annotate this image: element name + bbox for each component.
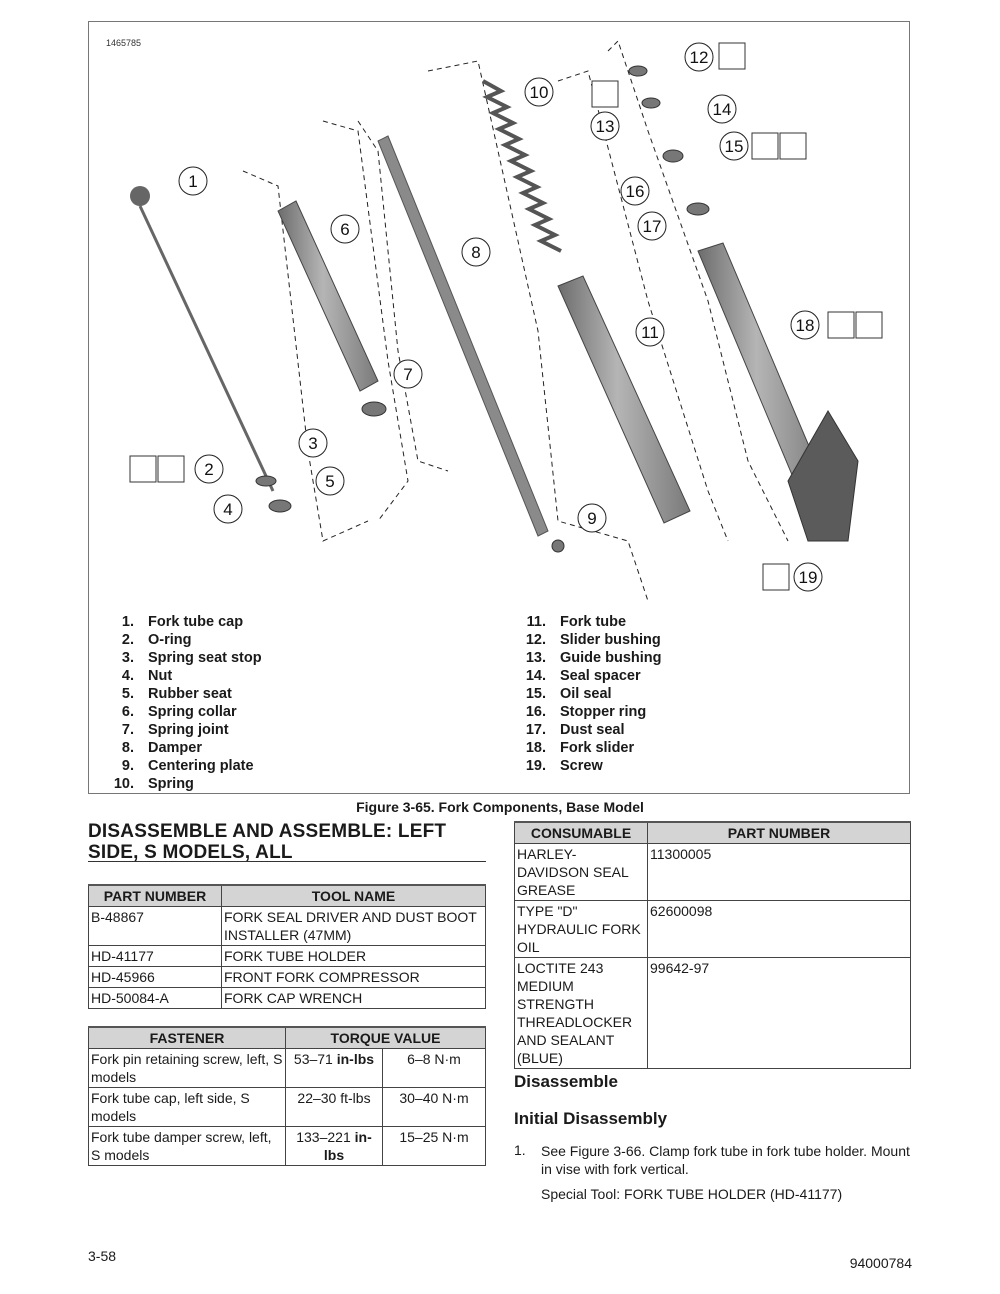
table-row: B-48867 FORK SEAL DRIVER AND DUST BOOT INSTALLER (47MM) [89,907,486,946]
figure-id: 1465785 [106,38,142,48]
heading-initial-disassembly: Initial Disassembly [514,1109,668,1128]
callout-12 [685,43,713,71]
legend-item: 7. Spring joint [121,722,229,738]
section-rule [88,861,486,862]
col-header-tool-name: TOOL NAME [222,885,486,907]
callout-10 [525,78,553,106]
svg-text:4: 4 [223,500,233,519]
col-header-torque-value: TORQUE VALUE [286,1027,486,1049]
section-title: DISASSEMBLE AND ASSEMBLE: LEFT SIDE, S MODELS, ALL [88,821,447,863]
table-row: HARLEY-DAVIDSON SEAL GREASE 11300005 [515,844,911,901]
legend-item: 3. Spring seat stop [121,650,262,666]
table-row: Fork tube cap, left side, S models 22–30 ft-lbs 30–40 N·m [89,1088,486,1127]
callout-13 [591,112,619,140]
special-tools-table [88,884,486,1009]
legend-item: 2. O-ring [121,632,192,648]
callout-11 [636,318,664,346]
svg-text:2: 2 [204,460,214,479]
torque-table [88,1026,486,1166]
callout-5 [316,467,344,495]
svg-text:14: 14 [712,100,732,119]
heading-disassemble: Disassemble [514,1072,618,1091]
table-row: HD-41177 FORK TUBE HOLDER [89,946,486,967]
callout-8 [462,238,490,266]
callout-2 [195,455,223,483]
legend-item: 19. Screw [525,758,603,774]
col-header-fastener: FASTENER [89,1027,286,1049]
step-number: 1. [514,1142,526,1158]
svg-text:17: 17 [642,217,662,236]
legend-item: 16. Stopper ring [525,704,647,720]
callout-16 [621,177,649,205]
consumables-table [514,821,911,1069]
svg-text:8: 8 [471,243,481,262]
svg-text:15: 15 [724,137,744,156]
legend-item: 18. Fork slider [525,740,635,756]
callout-1 [179,167,207,195]
col-header-consumable: CONSUMABLE [515,822,648,844]
svg-text:11: 11 [641,323,659,342]
legend-item: 9. Centering plate [121,758,254,774]
special-tool-note: Special Tool: FORK TUBE HOLDER (HD-41177) [541,1186,843,1202]
table-row: HD-50084-A FORK CAP WRENCH [89,988,486,1009]
svg-text:1: 1 [188,172,198,191]
legend-item: 12. Slider bushing [525,632,661,648]
col-header-part-number: PART NUMBER [89,885,222,907]
legend-item: 17. Dust seal [525,722,625,738]
callout-3 [299,429,327,457]
callout-6 [331,215,359,243]
svg-text:3: 3 [308,434,318,453]
callout-4 [214,495,242,523]
legend-item: 14. Seal spacer [525,668,641,684]
damper-rod-shape [130,186,273,491]
legend-item: 4. Nut [121,668,173,684]
callout-17 [638,212,666,240]
legend-item: 6. Spring collar [121,704,237,720]
table-row: TYPE "D" HYDRAULIC FORK OIL 62600098 [515,901,911,958]
legend-item: 8. Damper [121,740,202,756]
svg-text:19: 19 [798,568,818,587]
svg-text:16: 16 [625,182,645,201]
svg-text:18: 18 [795,316,815,335]
svg-text:6: 6 [340,220,350,239]
svg-text:7: 7 [403,365,413,384]
callout-19 [794,563,822,591]
step-text: See Figure 3-66. Clamp fork tube in fork tube holder. Mount in vise with fork vertical. [541,1143,910,1177]
document-number: 94000784 [849,1255,912,1271]
callout-9 [578,504,606,532]
svg-text:13: 13 [595,117,615,136]
table-row: Fork pin retaining screw, left, S models 53–71 in-lbs 6–8 N·m [89,1049,486,1088]
table-row: Fork tube damper screw, left, S models 133–221 in-lbs 15–25 N·m [89,1127,486,1166]
svg-text:12: 12 [689,48,709,67]
col-header-part-number: PART NUMBER [648,822,911,844]
svg-text:10: 10 [529,83,549,102]
fork-exploded-diagram [88,21,910,601]
legend-item: 15. Oil seal [525,686,612,702]
callout-7 [394,360,422,388]
svg-text:5: 5 [325,472,335,491]
legend-item: 1. Fork tube cap [121,614,244,630]
legend-item: 10. Spring [113,776,194,792]
legend-item: 13. Guide bushing [525,650,662,666]
callout-18 [791,311,819,339]
page-number: 3-58 [88,1248,117,1264]
legend-item: 5. Rubber seat [121,686,232,702]
legend-item: 11. Fork tube [526,614,627,630]
table-row: HD-45966 FRONT FORK COMPRESSOR [89,967,486,988]
figure-caption: Figure 3-65. Fork Components, Base Model [356,799,644,815]
callout-14 [708,95,736,123]
table-row: LOCTITE 243 MEDIUM STRENGTH THREADLOCKER AND SEALANT (BLUE) 99642-97 [515,958,911,1069]
callout-15 [720,132,748,160]
svg-text:9: 9 [587,509,597,528]
